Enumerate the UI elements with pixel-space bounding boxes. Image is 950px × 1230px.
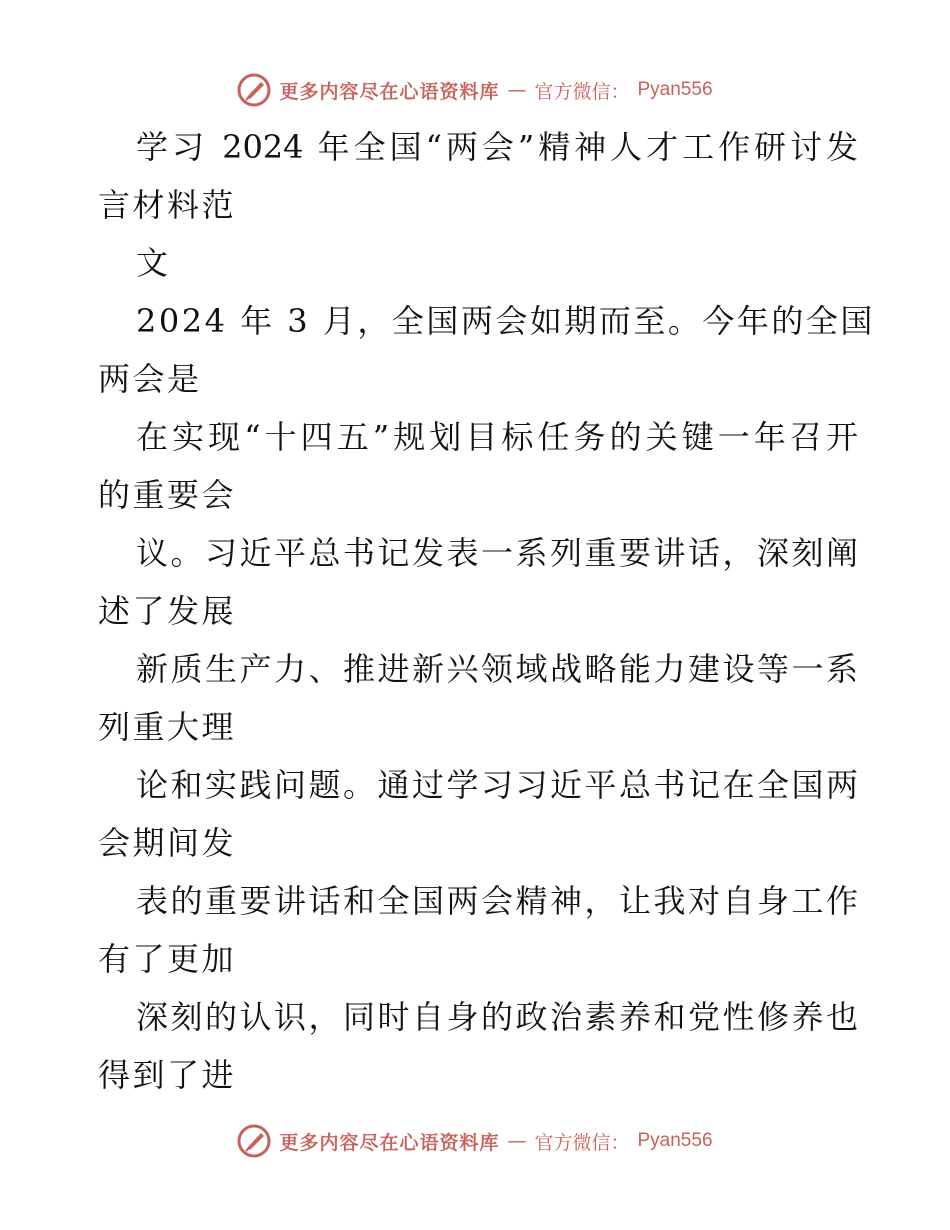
quill-logo-icon bbox=[237, 1124, 271, 1158]
watermark-official-label: 官方微信： bbox=[534, 1131, 630, 1154]
text-line: 有了更加 bbox=[98, 940, 237, 978]
text-line: 列重大理 bbox=[98, 708, 237, 746]
watermark-official-label: 官方微信： bbox=[534, 80, 630, 103]
text-line: 新质生产力、推进新兴领域战略能力建设等一系 bbox=[136, 650, 858, 688]
text-line: 2024 年 3 月，全国两会如期而至。今年的全国 bbox=[136, 302, 875, 340]
document-body bbox=[98, 118, 875, 1104]
watermark-brand: 更多内容尽在心语资料库 bbox=[279, 80, 500, 103]
text-line: 会期间发 bbox=[98, 824, 237, 862]
watermark-wechat-id: Pyan556 bbox=[637, 79, 713, 100]
text-line: 两会是 bbox=[98, 360, 202, 398]
text-line: 深刻的认识，同时自身的政治素养和党性修养也 bbox=[136, 998, 858, 1036]
footer-watermark bbox=[0, 1121, 950, 1161]
text-line: 学习 2024 年全国“两会”精神人才工作研讨发 bbox=[136, 128, 858, 166]
text-line: 的重要会 bbox=[98, 476, 237, 514]
text-line: 议。习近平总书记发表一系列重要讲话，深刻阐 bbox=[136, 534, 858, 572]
text-line: 言材料范 bbox=[98, 186, 237, 224]
header-watermark bbox=[0, 70, 950, 110]
quill-logo-icon bbox=[237, 73, 271, 107]
watermark-brand: 更多内容尽在心语资料库 bbox=[279, 1131, 500, 1154]
text-line: 文 bbox=[136, 244, 171, 282]
watermark-dash: — bbox=[507, 1130, 527, 1152]
text-line: 论和实践问题。通过学习习近平总书记在全国两 bbox=[136, 766, 858, 804]
text-line: 述了发展 bbox=[98, 592, 237, 630]
text-line: 表的重要讲话和全国两会精神，让我对自身工作 bbox=[136, 882, 858, 920]
watermark-dash: — bbox=[507, 79, 527, 101]
text-line: 在实现“十四五”规划目标任务的关键一年召开 bbox=[136, 418, 858, 456]
text-line: 得到了进 bbox=[98, 1056, 237, 1094]
watermark-wechat-id: Pyan556 bbox=[637, 1130, 713, 1151]
